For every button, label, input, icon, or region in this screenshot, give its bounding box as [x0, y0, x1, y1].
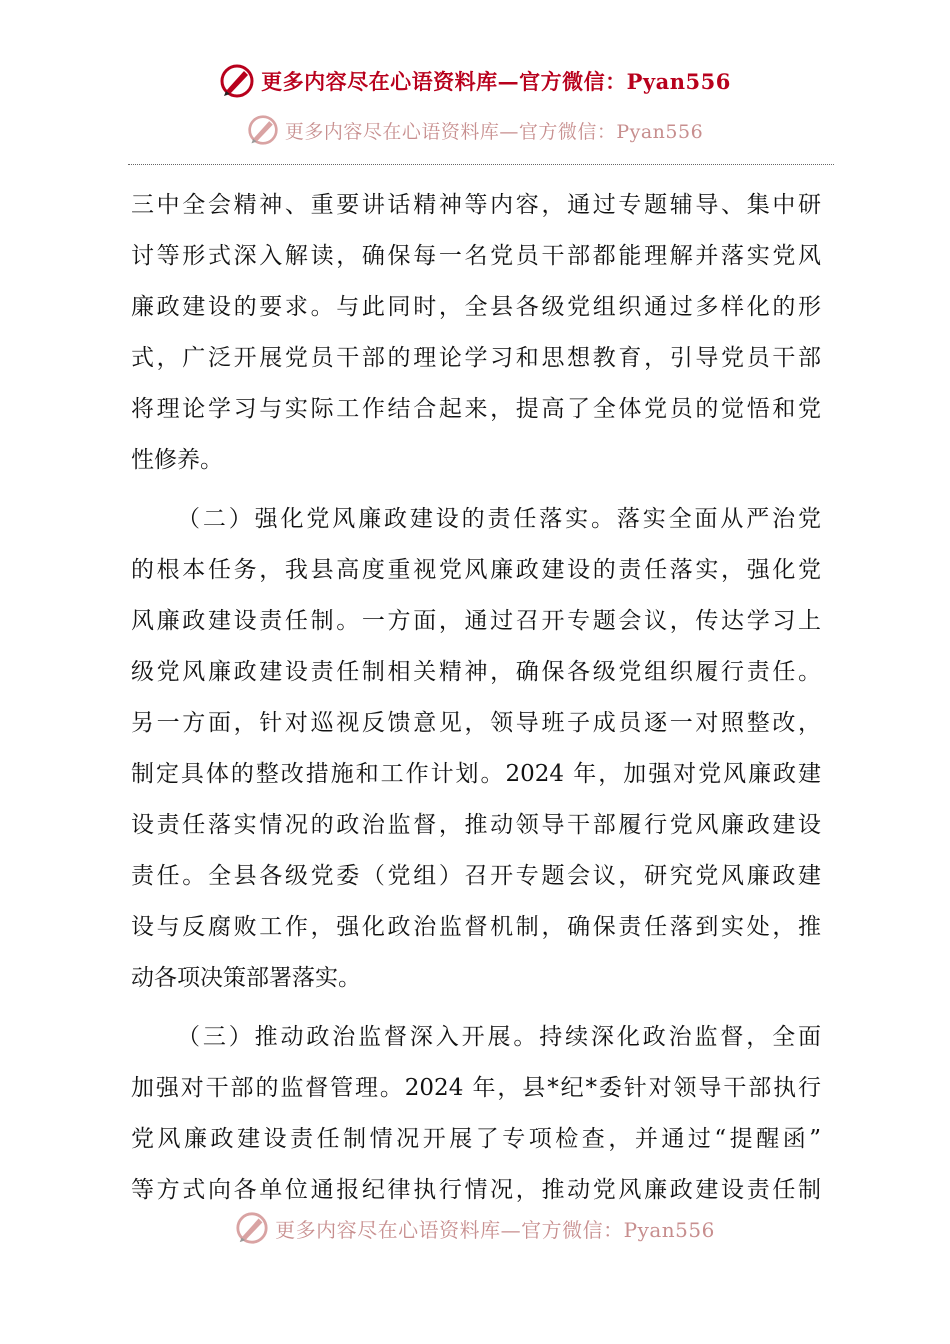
text-line: 另一方面，针对巡视反馈意见，领导班子成员逐一对照整改， — [131, 710, 821, 736]
paragraph — [131, 180, 821, 486]
text-line: 讨等形式深入解读，确保每一名党员干部都能理解并落实党风 — [131, 243, 821, 269]
header-watermark-main-text: 更多内容尽在心语资料库—官方微信：Pyan556 — [261, 69, 731, 94]
paragraph — [131, 1012, 821, 1216]
text-line: 制定具体的整改措施和工作计划。2024 年，加强对党风廉政建 — [131, 761, 821, 787]
text-line: 等方式向各单位通报纪律执行情况，推动党风廉政建设责任制 — [131, 1177, 821, 1203]
text-line: 将理论学习与实际工作结合起来，提高了全体党员的觉悟和党 — [131, 396, 821, 422]
header-watermark-main — [0, 60, 950, 102]
pen-logo-icon — [247, 114, 279, 146]
footer-watermark — [0, 1208, 950, 1248]
header-watermark-sub-text: 更多内容尽在心语资料库—官方微信：Pyan556 — [284, 120, 704, 143]
header-watermark-sub — [0, 112, 950, 148]
text-line: 设与反腐败工作，强化政治监督机制，确保责任落到实处，推 — [131, 914, 821, 940]
text-line: 责任。全县各级党委（党组）召开专题会议，研究党风廉政建 — [131, 863, 821, 889]
text-line: 设责任落实情况的政治监督，推动领导干部履行党风廉政建设 — [131, 812, 821, 838]
text-line: 的根本任务，我县高度重视党风廉政建设的责任落实，强化党 — [131, 557, 821, 583]
text-line: 式，广泛开展党员干部的理论学习和思想教育，引导党员干部 — [131, 345, 821, 371]
text-line: 动各项决策部署落实。 — [131, 965, 361, 991]
text-line: 风廉政建设责任制。一方面，通过召开专题会议，传达学习上 — [131, 608, 821, 634]
text-line: 廉政建设的要求。与此同时，全县各级党组织通过多样化的形 — [131, 294, 821, 320]
pen-logo-icon — [219, 63, 255, 99]
text-line: 党风廉政建设责任制情况开展了专项检查，并通过“提醒函” — [131, 1126, 821, 1152]
footer-watermark-text: 更多内容尽在心语资料库—官方微信：Pyan556 — [275, 1217, 715, 1242]
document-body — [131, 180, 821, 1216]
text-line: 级党风廉政建设责任制相关精神，确保各级党组织履行责任。 — [131, 659, 821, 685]
text-line: 性修养。 — [131, 447, 223, 473]
paragraph — [131, 494, 821, 1004]
text-line: 三中全会精神、重要讲话精神等内容，通过专题辅导、集中研 — [131, 192, 821, 218]
text-line: （三）推动政治监督深入开展。持续深化政治监督，全面 — [177, 1024, 821, 1050]
text-line: （二）强化党风廉政建设的责任落实。落实全面从严治党 — [177, 506, 821, 532]
header-divider — [128, 164, 834, 165]
text-line: 加强对干部的监督管理。2024 年，县*纪*委针对领导干部执行 — [131, 1075, 821, 1101]
pen-logo-icon — [235, 1211, 269, 1245]
